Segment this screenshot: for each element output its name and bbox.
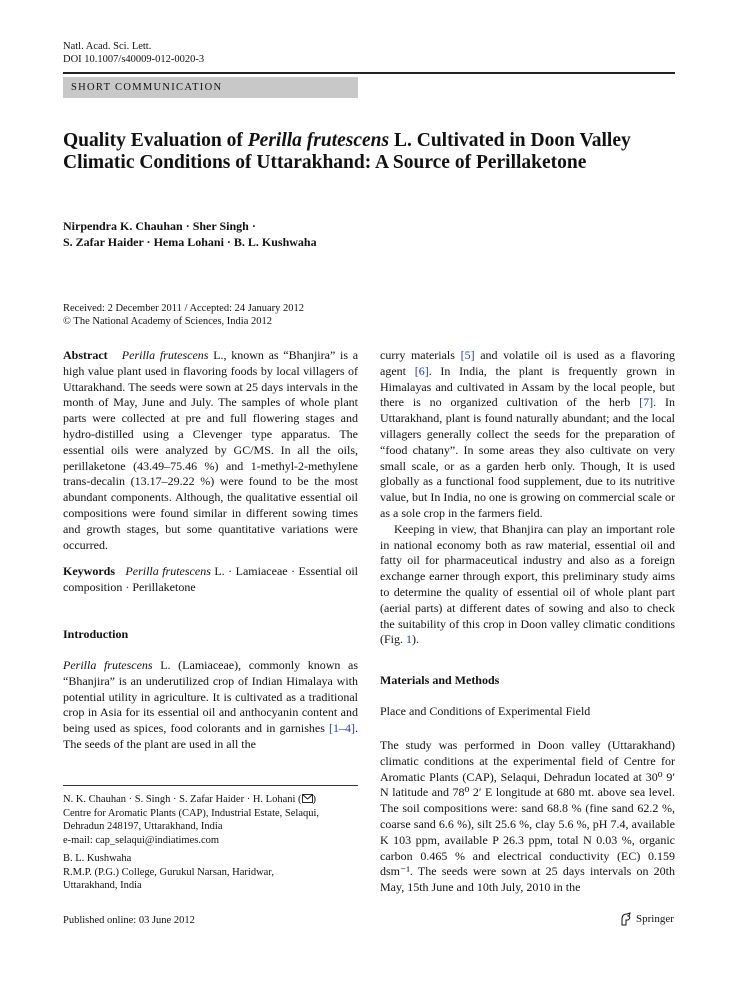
copyright: © The National Academy of Sciences, India 2012: [63, 316, 272, 327]
article-dates: [63, 302, 304, 328]
publisher-logo: [619, 912, 674, 926]
keywords-text: L. · Lamiaceae · Essential oil composition · Perillaketone: [63, 564, 359, 594]
received-accepted: Received: 2 December 2011 / Accepted: 24 January 2012: [63, 303, 305, 314]
email[interactable]: e-mail: cap_selaqui@indiatimes.com: [63, 834, 220, 846]
envelope-icon: [302, 794, 313, 803]
footnote-rule: [63, 785, 358, 786]
introduction-heading: Introduction: [63, 627, 129, 641]
doi[interactable]: DOI 10.1007/s40009-012-0020-3: [63, 54, 205, 65]
affiliation-1: N. K. Chauhan · S. Singh · S. Zafar Haider · H. Lohani ( ) Centre for Aromatic Plants (CAP), Industrial Estate, Selaqui, Dehradun 248197, Uttarakhand, India e-mail: cap_selaqui@indiatimes.com: [63, 793, 363, 847]
journal-header: [63, 40, 204, 66]
author-list: [63, 218, 317, 250]
publisher-name: Springer: [636, 913, 674, 925]
header-rule: [63, 72, 675, 74]
affiliation-2: B. L. Kushwaha R.M.P. (P.G.) College, Gurukul Narsan, Haridwar, Uttarakhand, India: [63, 853, 275, 891]
methods-paragraph: The study was performed in Doon valley (Uttarakhand) climatic conditions at the experimental field of Centre for Aromatic Plants (CAP), Selaqui, Dehradun located at 30⁰ 9′ N latitude and 78⁰ 2′ E longitude at 680 mt. above sea level. The soil compositions were: sand 68.8 % (fine sand 62.2 %, coarse sand 6.6 %), silt 25.6 %, clay 5.6 %, pH 7.4, available K 103 ppm, available P 26.3 ppm, total N 0.03 %, organic carbon 0.465 % and electrical conductivity (EC) 0.159 dsm⁻¹. The seeds were sown at 25 days intervals on 20th May, 15th June and 10th July, 2010 in the: [380, 738, 675, 895]
springer-horse-icon: [619, 912, 633, 926]
authors-line-1: Nirpendra K. Chauhan · Sher Singh ·: [63, 219, 256, 233]
abstract: Abstract Perilla frutescens L., known as “Bhanjira” is a high value plant used in flavoring foods by local villagers of Uttarakhand. The seeds were sown at 25 days intervals in the month of May, June and July. The samples of whole plant parts were collected at pre and full flowering stages and hydro-distilled using a Clevenger type apparatus. The essential oils were analyzed by GC/MS. In all the oils, perillaketone (43.49–75.46 %) and 1-methyl-2-methylene trans-decalin (13.17–29.22 %) were found to be the most abundant components. Although, the qualitative essential oil compositions were found similar in different sowing times and growth stages, but some quantitative variations were occurred.: [63, 348, 359, 552]
abstract-text: L., known as “Bhanjira” is a high value plant used in flavoring foods by local villagers of Uttarakhand. The seeds were sown at 25 days intervals in the month of May, June and July. The samples of whole plant parts were collected at pre and full flowering stages and hydro-distilled using a Clevenger type apparatus. The essential oils were analyzed by GC/MS. In all the oils, perillaketone (43.49–75.46 %) and 1-methyl-2-methylene trans-decalin (13.17–29.22 %) were found to be the most abundant components. Although, the qualitative essential oil compositions were found similar in different sowing times and growth stages, but some quantitative variations were occurred.: [63, 348, 359, 552]
article-type-band: [63, 77, 358, 98]
citation-link[interactable]: [5]: [460, 348, 475, 362]
intro-continuation: curry materials [5] and volatile oil is used as a flavoring agent [6]. In India, the plant is frequently grown in Himalayas and cultivated in Assam by the local people, but there is no organized cultivation of the herb [7]. In Uttarakhand, plant is found naturally abundant; and the local villagers generally collect the seeds for the preparation of “food chatany”. In some areas they also cultivate on very small scale, or as a garden herb only. Though, It is used globally as a functional food supplement, due to its nutritive value, but In India, no one is growing on commercial scale or as a sole crop in the farmers field. Keeping in view, that Bhanjira can play an important role in national economy both as raw material, essential oil and fatty oil for pharmaceutical industry and also as a foreign exchange earner through export, this preliminary study aims to determine the quality of essential oil of whole plant part (aerial parts) at different dates of sowing and also to check the suitability of this crop in Doon valley climatic conditions (Fig. 1).: [380, 348, 675, 647]
keywords-label: Keywords: [63, 564, 115, 578]
article-title: Quality Evaluation of Perilla frutescens L. Cultivated in Doon Valley Climatic Conditions of Uttarakhand: A Source of Perillaketone: [63, 130, 631, 173]
citation-link[interactable]: [7]: [639, 395, 654, 410]
keywords: Keywords Perilla frutescens L. · Lamiaceae · Essential oil composition · Perillaketone: [63, 564, 359, 594]
authors-line-2: S. Zafar Haider · Hema Lohani · B. L. Kushwaha: [63, 235, 317, 249]
methods-heading: Materials and Methods: [380, 673, 500, 687]
article-type: SHORT COMMUNICATION: [71, 82, 223, 93]
figure-link[interactable]: 1: [406, 632, 413, 647]
citation-link[interactable]: [1–4]: [329, 721, 355, 736]
published-online: Published online: 03 June 2012: [63, 915, 195, 926]
journal-name: Natl. Acad. Sci. Lett.: [63, 41, 152, 52]
subsection-heading: Place and Conditions of Experimental Field: [380, 704, 591, 718]
introduction-paragraph: Perilla frutescens L. (Lamiaceae), commonly known as “Bhanjira” is an underutilized crop of Indian Himalaya with potential utility in agriculture. It is cultivated as a traditional crop in Asia for its essential oil and anthocyanin content and being used as spices, food colorants and in garnishes [1–4]. The seeds of the plant are used in all the: [63, 658, 358, 751]
abstract-label: Abstract: [63, 348, 108, 362]
citation-link[interactable]: [6]: [414, 363, 429, 378]
